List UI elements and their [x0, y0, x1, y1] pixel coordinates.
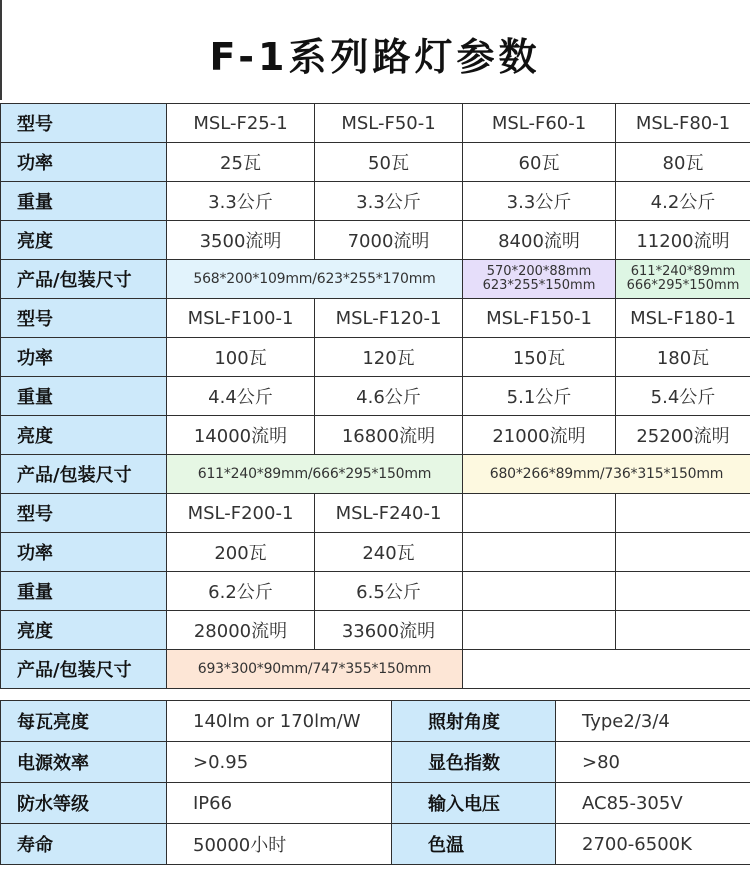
spec-row [1, 742, 750, 783]
page-title: F-1系列路灯参数 [209, 35, 541, 79]
empty-cell [463, 650, 750, 689]
power-cell: 60瓦 [463, 143, 616, 182]
model-header: 型号 [1, 494, 167, 533]
model-cell: MSL-F150-1 [463, 299, 616, 338]
brightness-cell: 11200流明 [616, 221, 750, 260]
spec-value: Type2/3/4 [556, 701, 750, 742]
model-cell: MSL-F50-1 [315, 104, 463, 143]
table-row [1, 377, 750, 416]
brightness-header: 亮度 [1, 416, 167, 455]
weight-header: 重量 [1, 572, 167, 611]
weight-cell: 5.4公斤 [616, 377, 750, 416]
table-row [1, 611, 750, 650]
spec-value: >0.95 [167, 742, 392, 783]
power-header: 功率 [1, 338, 167, 377]
empty-cell [616, 611, 750, 650]
table-row [1, 143, 750, 182]
model-cell: MSL-F60-1 [463, 104, 616, 143]
package-size: 666*295*150mm [626, 278, 740, 293]
brightness-cell: 7000流明 [315, 221, 463, 260]
brightness-cell: 3500流明 [167, 221, 315, 260]
table-row [1, 299, 750, 338]
size-header: 产品/包装尺寸 [1, 650, 167, 689]
spec-row [1, 783, 750, 824]
empty-cell [616, 494, 750, 533]
table-row [1, 650, 750, 689]
power-cell: 80瓦 [616, 143, 750, 182]
brightness-cell: 21000流明 [463, 416, 616, 455]
spec-label: 寿命 [1, 824, 167, 865]
table-row [1, 533, 750, 572]
empty-cell [463, 572, 616, 611]
table-row [1, 338, 750, 377]
model-header: 型号 [1, 299, 167, 338]
empty-cell [463, 494, 616, 533]
product-size: 611*240*89mm [630, 264, 736, 279]
weight-cell: 4.6公斤 [315, 377, 463, 416]
power-cell: 120瓦 [315, 338, 463, 377]
table-row [1, 104, 750, 143]
spec-label: 每瓦亮度 [1, 701, 167, 742]
weight-cell: 3.3公斤 [463, 182, 616, 221]
spec-value: AC85-305V [556, 783, 750, 824]
size-cell: 611*240*89mm/666*295*150mm [167, 455, 463, 494]
table-row [1, 494, 750, 533]
spec-value: >80 [556, 742, 750, 783]
size-cell: 693*300*90mm/747*355*150mm [167, 650, 463, 689]
product-size: 570*200*88mm [486, 264, 592, 279]
size-header: 产品/包装尺寸 [1, 455, 167, 494]
spec-value: 50000小时 [167, 824, 392, 865]
weight-header: 重量 [1, 377, 167, 416]
spec-label: 防水等级 [1, 783, 167, 824]
size-cell: 568*200*109mm/623*255*170mm [167, 260, 463, 299]
size-cell: 680*266*89mm/736*315*150mm [463, 455, 750, 494]
power-cell: 200瓦 [167, 533, 315, 572]
power-cell: 150瓦 [463, 338, 616, 377]
table-row [1, 416, 750, 455]
power-header: 功率 [1, 533, 167, 572]
model-cell: MSL-F200-1 [167, 494, 315, 533]
spec-value: IP66 [167, 783, 392, 824]
spec-value: 2700-6500K [556, 824, 750, 865]
table-row [1, 260, 750, 299]
brightness-cell: 33600流明 [315, 611, 463, 650]
power-cell: 100瓦 [167, 338, 315, 377]
weight-cell: 4.2公斤 [616, 182, 750, 221]
weight-header: 重量 [1, 182, 167, 221]
spec-row [1, 701, 750, 742]
empty-cell [616, 572, 750, 611]
model-cell: MSL-F180-1 [616, 299, 750, 338]
power-cell: 25瓦 [167, 143, 315, 182]
brightness-cell: 25200流明 [616, 416, 750, 455]
weight-cell: 5.1公斤 [463, 377, 616, 416]
size-cell [616, 260, 750, 299]
size-cell [463, 260, 616, 299]
spec-row [1, 824, 750, 865]
brightness-cell: 16800流明 [315, 416, 463, 455]
spec-label: 色温 [392, 824, 556, 865]
empty-cell [616, 533, 750, 572]
spec-label: 照射角度 [392, 701, 556, 742]
power-cell: 180瓦 [616, 338, 750, 377]
model-cell: MSL-F25-1 [167, 104, 315, 143]
divider [0, 688, 750, 689]
power-header: 功率 [1, 143, 167, 182]
package-size: 623*255*150mm [482, 278, 596, 293]
table-row [1, 221, 750, 260]
power-cell: 50瓦 [315, 143, 463, 182]
model-cell: MSL-F100-1 [167, 299, 315, 338]
weight-cell: 6.2公斤 [167, 572, 315, 611]
weight-cell: 4.4公斤 [167, 377, 315, 416]
size-header: 产品/包装尺寸 [1, 260, 167, 299]
table-row [1, 455, 750, 494]
model-cell: MSL-F240-1 [315, 494, 463, 533]
power-cell: 240瓦 [315, 533, 463, 572]
weight-cell: 6.5公斤 [315, 572, 463, 611]
weight-cell: 3.3公斤 [315, 182, 463, 221]
brightness-header: 亮度 [1, 611, 167, 650]
model-header: 型号 [1, 104, 167, 143]
spec-label: 显色指数 [392, 742, 556, 783]
empty-cell [463, 611, 616, 650]
empty-cell [463, 533, 616, 572]
table-row [1, 182, 750, 221]
spec-label: 输入电压 [392, 783, 556, 824]
brightness-header: 亮度 [1, 221, 167, 260]
spec-label: 电源效率 [1, 742, 167, 783]
brightness-cell: 14000流明 [167, 416, 315, 455]
table-row [1, 572, 750, 611]
model-cell: MSL-F120-1 [315, 299, 463, 338]
brightness-cell: 8400流明 [463, 221, 616, 260]
model-cell: MSL-F80-1 [616, 104, 750, 143]
brightness-cell: 28000流明 [167, 611, 315, 650]
parameters-table [0, 103, 750, 689]
weight-cell: 3.3公斤 [167, 182, 315, 221]
specs-table [0, 700, 750, 865]
spec-value: 140lm or 170lm/W [167, 701, 392, 742]
